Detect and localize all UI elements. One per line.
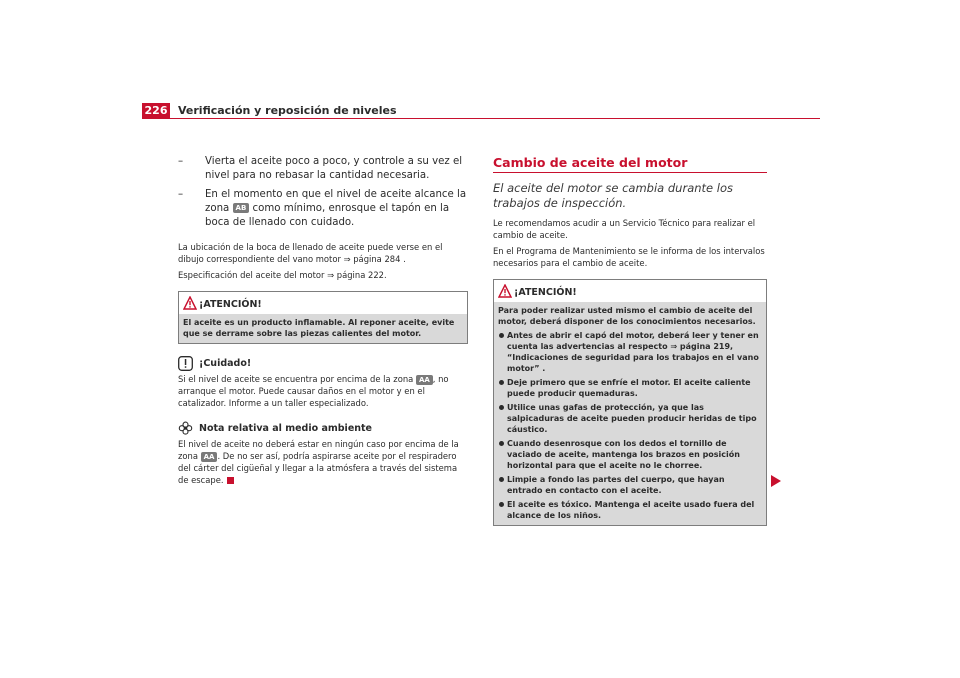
warning-triangle-icon [498,284,512,298]
caution-icon [178,356,193,371]
warning-text: El aceite es un producto inflamable. Al reponer aceite, evite que se derrame sobre las piezas calientes del motor. [183,318,455,338]
list-item-text: En el momento en que el nivel de aceite alcance la zona [205,189,467,214]
left-column [178,155,468,490]
dash-marker: – [178,156,184,167]
warning-bullet: Limpie a fondo las partes del cuerpo, que hayan entrado en contacto con el aceite. [498,474,762,496]
warning-bullet: El aceite es tóxico. Mantenga el aceite usado fuera del alcance de los niños. [498,499,762,521]
zone-badge-ab: AB [233,203,250,213]
warning-bullet: Cuando desenrosque con los dedos el tornillo de vaciado de aceite, mantenga los brazos en posición horizontal para que el aceite no le chorree. [498,438,762,471]
warning-bullet: Deje primero que se enfríe el motor. El aceite caliente puede producir quemaduras. [498,377,762,399]
zone-badge-aa: AA [201,452,218,462]
note-filler-location: La ubicación de la boca de llenado de aceite puede verse en el dibujo correspondiente del vano motor ⇒ página 284 . [178,242,443,264]
end-of-section-mark [227,477,234,484]
zone-badge-aa: AA [416,375,433,385]
paragraph: Le recomendamos acudir a un Servicio Técnico para realizar el cambio de aceite. [493,218,756,240]
dash-marker: – [178,189,184,200]
list-item-text: como mínimo, enrosque el tapón en la boca de llenado con cuidado. [205,203,450,228]
warning-header [494,280,766,302]
caution-text-part: , no arranque el motor. Puede causar daños en el motor y en el catalizador. Informe a un taller especializado. [178,374,449,408]
list-item-text: Vierta el aceite poco a poco, y controle a su vez el nivel para no rebasar la cantidad necesaria. [205,156,463,181]
running-title: Verificación y reposición de niveles [178,104,397,117]
warning-title: ¡ATENCIÓN! [199,299,262,310]
warning-body [179,314,467,343]
next-page-arrow-icon[interactable] [771,475,781,487]
caution-text [178,373,468,409]
environment-title: Nota relativa al medio ambiente [199,423,373,434]
note-oil-spec: Especificación del aceite del motor ⇒ página 222. [178,270,387,280]
caution-title: ¡Cuidado! [199,358,252,369]
list-item [178,188,468,230]
environment-text-part: El nivel de aceite no deberá estar en ningún caso por encima de la zona [178,439,459,461]
header-rule [170,118,820,119]
paragraph: En el Programa de Mantenimiento se le informa de los intervalos necesarios para el cambio de aceite. [493,246,765,268]
caution-header [178,356,468,371]
warning-box [178,291,468,344]
warning-body [494,302,766,525]
environment-flower-icon [178,421,193,436]
environment-text-part: . De no ser así, podría aspirarse aceite por el respiradero del cárter del cigüeñal y llegar a la atmósfera a través del sistema de escape. [178,451,458,485]
page-number: 226 [142,103,170,119]
warning-intro: Para poder realizar usted mismo el cambio de aceite del motor, deberá disponer de los conocimientos necesarios. [498,306,756,326]
environment-text [178,438,468,486]
warning-box [493,279,767,526]
warning-bullet: Antes de abrir el capó del motor, deberá leer y tener en cuenta las advertencias al respecto ⇒ página 219, “Indicaciones de seguridad para los trabajos en el vano motor” . [498,330,762,374]
list-item [178,155,468,183]
warning-bullet: Utilice unas gafas de protección, ya que las salpicaduras de aceite pueden producir heridas de tipo cáustico. [498,402,762,435]
warning-triangle-icon [183,296,197,310]
section-title: Cambio de aceite del motor [493,155,767,173]
warning-title: ¡ATENCIÓN! [514,287,577,298]
section-lead: El aceite del motor se cambia durante los trabajos de inspección. [493,181,733,210]
environment-header [178,421,468,436]
warning-header [179,292,467,314]
caution-text-part: Si el nivel de aceite se encuentra por encima de la zona [178,374,414,384]
right-column [493,155,767,526]
